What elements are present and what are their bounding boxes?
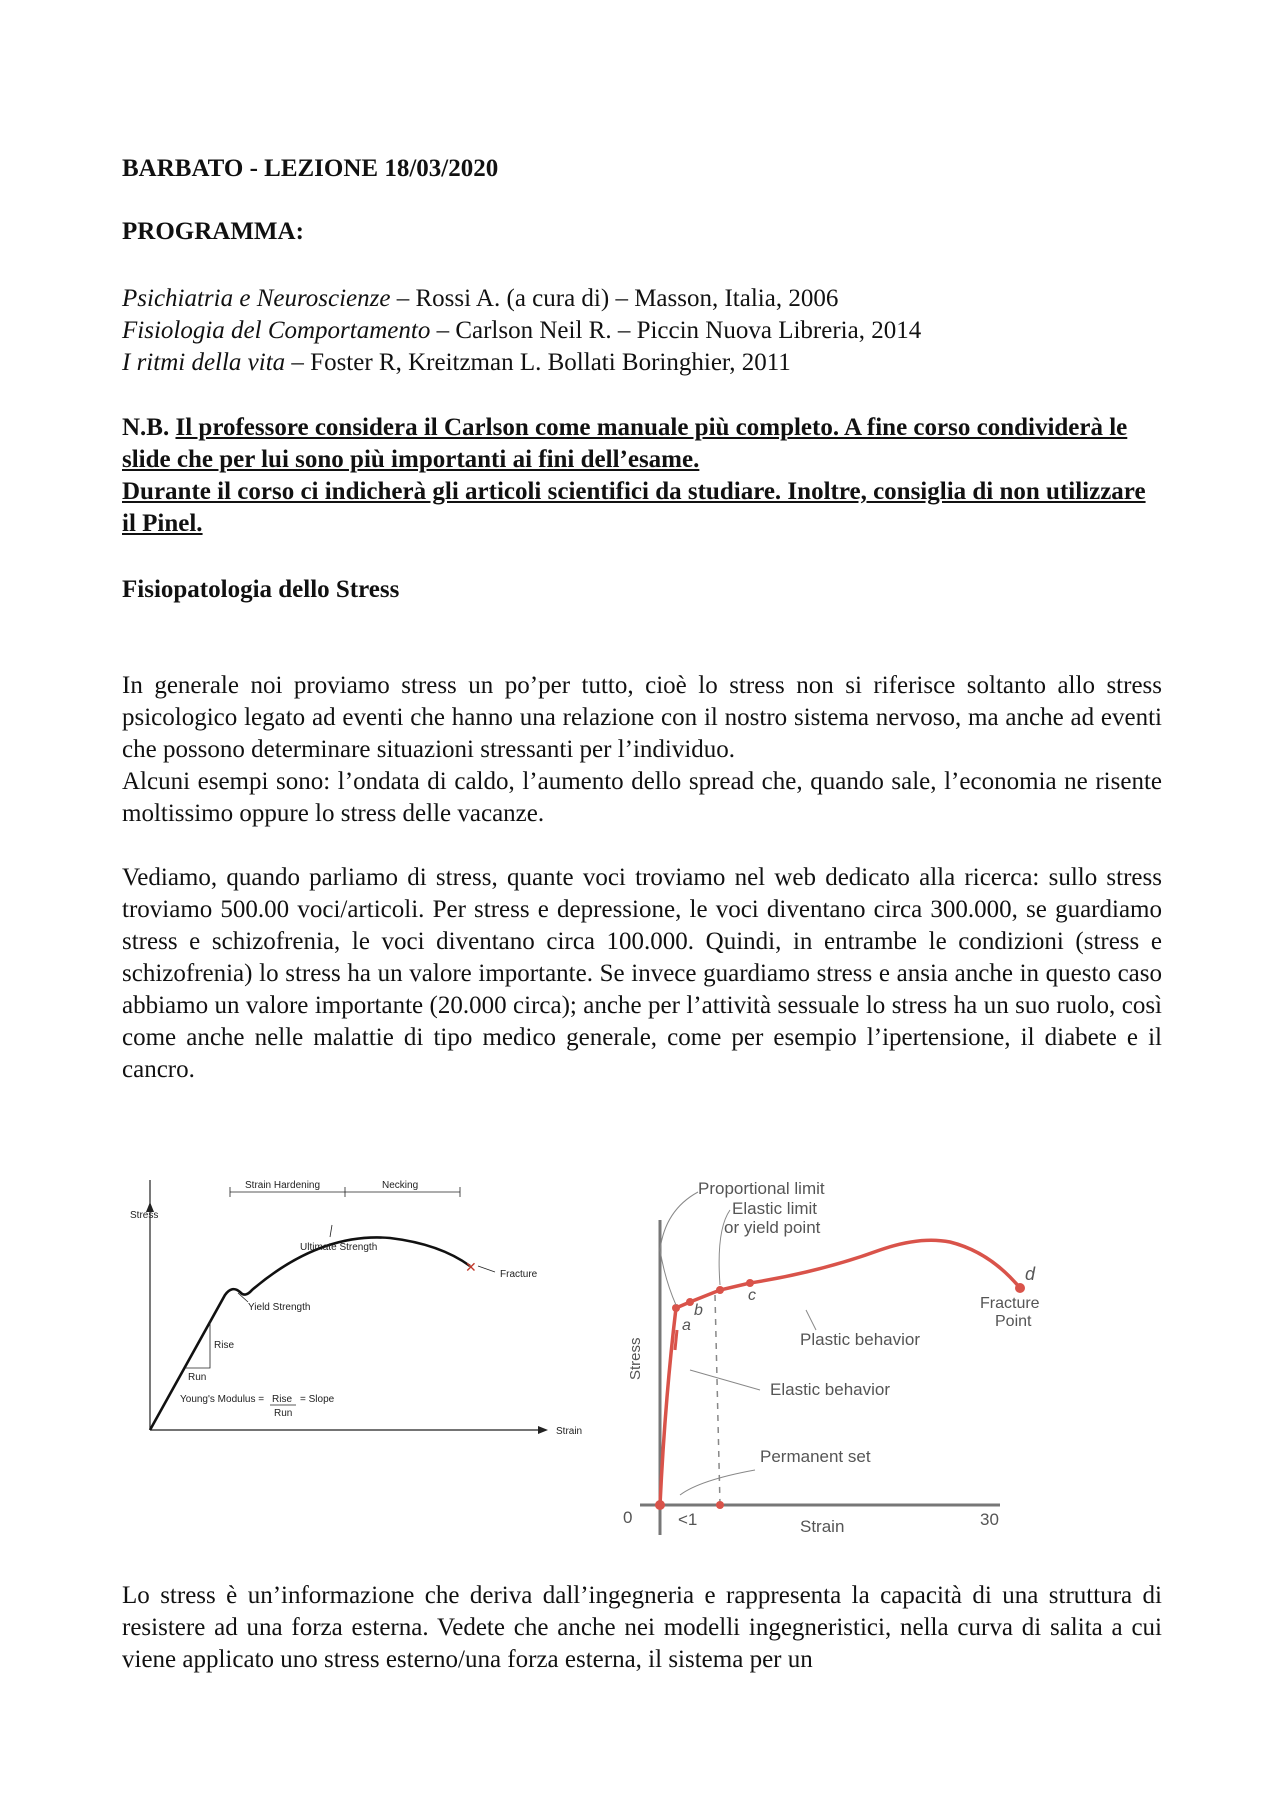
point-d	[1015, 1283, 1025, 1293]
nb-line-2: Durante il corso ci indicherà gli articoli scientifici da studiare. Inoltre, consiglia di non utilizzare il Pinel.	[122, 478, 1146, 537]
nb-prefix: N.B.	[122, 414, 176, 441]
reference-item	[122, 315, 1162, 347]
permanent-set-point	[716, 1501, 724, 1509]
point-d-label: d	[1025, 1264, 1036, 1284]
paragraph: Lo stress è un’informazione che deriva dall’ingegneria e rappresenta la capacità di una struttura di resistere ad una forza esterna. Vedete che anche nei modelli ingegneristici, nella curva di salita a cui viene applicato uno stress esterno/una forza esterna, il sistema per un	[122, 1582, 1162, 1673]
modulus-numerator: Rise	[272, 1394, 293, 1405]
paragraph-group	[122, 862, 1162, 1086]
point-b-dot	[686, 1298, 694, 1306]
paragraph-group	[122, 670, 1162, 830]
nb-line-1: Il professore considera il Carlson come manuale più completo. A fine corso condividerà le slide che per lui sono più importanti ai fini dell’esame.	[122, 414, 1128, 473]
reference-title: I ritmi della vita	[122, 349, 286, 376]
tick-30: 30	[980, 1510, 999, 1529]
figure-left	[130, 1180, 582, 1437]
x-axis-label-right: Strain	[800, 1517, 845, 1536]
elastic-limit-label-1: Elastic limit	[732, 1199, 818, 1218]
section-title: Fisiopatologia dello Stress	[122, 576, 400, 603]
point-a-label: a	[682, 1317, 691, 1334]
fracture-marker: ✕	[465, 1259, 477, 1275]
point-b	[716, 1286, 724, 1294]
yield-strength-label: Yield Strength	[248, 1302, 311, 1313]
fracture-point-label-1: Fracture	[980, 1295, 1040, 1312]
x-axis-arrow	[538, 1426, 548, 1434]
reference-details: – Rossi A. (a cura di) – Masson, Italia, 2006	[390, 285, 839, 312]
paragraph: Vediamo, quando parliamo di stress, quante voci troviamo nel web dedicato alla ricerca: sullo stress troviamo 500.00 voci/articoli. Per stress e depressione, le voci diventano circa 300.000, se guardiamo stress e schizofrenia, le voci diventano circa 100.000. Quindi, in entrambe le condizioni (stress e schizofrenia) lo stress ha un valore importante. Se invece guardiamo stress e ansia anche in questo caso abbiamo un valore importante (20.000 circa); anche per l’attività sessuale lo stress ha un suo ruolo, così come anche nelle malattie di tipo medico generale, come per esempio l’ipertensione, il diabete e il cancro.	[122, 864, 1162, 1083]
y-axis-label: Stress	[130, 1210, 159, 1221]
paragraph: Alcuni esempi sono: l’ondata di caldo, l’aumento dello spread che, quando sale, l’economia ne risente moltissimo oppure lo stress delle vacanze.	[122, 768, 1162, 827]
proportional-limit-label: Proportional limit	[698, 1180, 825, 1198]
point-a	[672, 1304, 680, 1312]
modulus-suffix: = Slope	[300, 1394, 335, 1405]
reference-item	[122, 347, 1162, 379]
lesson-header: BARBATO - LEZIONE 18/03/2020	[122, 155, 499, 182]
origin-point	[655, 1500, 665, 1510]
rise-label: Rise	[214, 1340, 235, 1351]
fracture-point-label-2: Point	[995, 1313, 1032, 1330]
plastic-behavior-label: Plastic behavior	[800, 1330, 921, 1349]
reference-list	[122, 283, 1162, 379]
necking-label: Necking	[382, 1180, 419, 1191]
point-c-label: c	[748, 1287, 756, 1304]
reference-item	[122, 283, 1162, 315]
modulus-prefix: Young's Modulus =	[180, 1394, 265, 1405]
tick-lt1: <1	[678, 1510, 698, 1529]
reference-title: Fisiologia del Comportamento	[122, 317, 431, 344]
stress-strain-figures	[120, 1180, 1160, 1550]
tick-0: 0	[623, 1508, 633, 1527]
unloading-line	[715, 1295, 720, 1505]
point-b-label: b	[694, 1302, 703, 1319]
paragraph: In generale noi proviamo stress un po’per tutto, cioè lo stress non si riferisce soltanto allo stress psicologico legato ad eventi che hanno una relazione con il nostro sistema nervoso, ma anche ad eventi che possono determinare situazioni stressanti per l’individuo.	[122, 672, 1162, 763]
modulus-denominator: Run	[274, 1408, 293, 1419]
elastic-limit-label-2: or yield point	[724, 1218, 821, 1237]
strain-hardening-label: Strain Hardening	[245, 1180, 321, 1191]
reference-details: – Carlson Neil R. – Piccin Nuova Libreria, 2014	[430, 317, 922, 344]
elastic-behavior-label: Elastic behavior	[770, 1380, 891, 1399]
paragraph-group	[122, 1580, 1162, 1676]
reference-details: – Foster R, Kreitzman L. Bollati Boringhier, 2011	[285, 349, 791, 376]
nota-bene	[122, 412, 1162, 540]
point-c	[746, 1279, 754, 1287]
x-axis-label: Strain	[556, 1426, 583, 1437]
reference-title: Psichiatria e Neuroscienze	[122, 285, 391, 312]
figure-right	[623, 1180, 1040, 1536]
run-label: Run	[188, 1372, 207, 1383]
programma-label: PROGRAMMA:	[122, 218, 304, 245]
ultimate-strength-label: Ultimate Strength	[300, 1242, 378, 1253]
figures-svg	[120, 1180, 1160, 1550]
y-axis-label-right: Stress	[627, 1337, 644, 1380]
fracture-label: Fracture	[500, 1269, 538, 1280]
permanent-set-label: Permanent set	[760, 1447, 871, 1466]
